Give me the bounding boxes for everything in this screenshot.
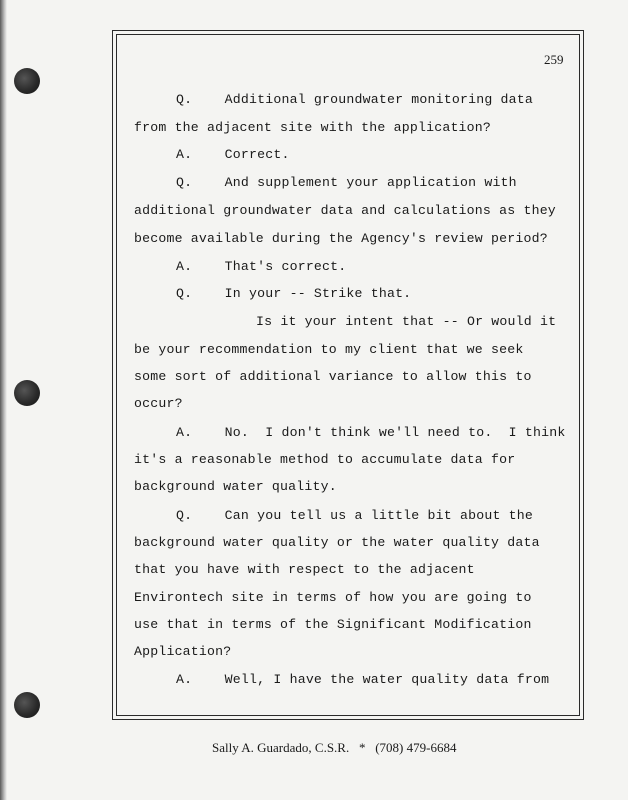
- transcript-line: be your recommendation to my client that we seek: [134, 342, 524, 357]
- punch-hole: [14, 68, 40, 94]
- transcript-line: A. Correct.: [176, 147, 290, 162]
- punch-hole: [14, 380, 40, 406]
- transcript-line: Q. And supplement your application with: [176, 175, 517, 190]
- transcript-line: use that in terms of the Significant Modification: [134, 617, 532, 632]
- transcript-line: A. That's correct.: [176, 259, 347, 274]
- transcript-line: additional groundwater data and calculations as they: [134, 203, 556, 218]
- reporter-footer: Sally A. Guardado, C.S.R. * (708) 479-6684: [212, 740, 457, 755]
- transcript-line: become available during the Agency's review period?: [134, 231, 548, 246]
- transcript-line: Environtech site in terms of how you are going to: [134, 590, 532, 605]
- transcript-line: background water quality.: [134, 479, 337, 494]
- transcript-line: background water quality or the water quality data: [134, 535, 540, 550]
- transcript-line: Q. Additional groundwater monitoring data: [176, 92, 534, 107]
- scan-edge: [0, 0, 7, 800]
- transcript-line: Q. Can you tell us a little bit about the: [176, 508, 534, 523]
- transcript-line: some sort of additional variance to allow this to: [134, 369, 532, 384]
- transcript-line: Is it your intent that -- Or would it: [256, 314, 557, 329]
- transcript-line: Application?: [134, 644, 232, 659]
- transcript-line: it's a reasonable method to accumulate data for: [134, 452, 516, 467]
- punch-hole: [14, 692, 40, 718]
- page-number: 259: [544, 52, 564, 67]
- transcript-line: A. Well, I have the water quality data from: [176, 672, 550, 687]
- transcript-line: that you have with respect to the adjacent: [134, 562, 475, 577]
- transcript-line: A. No. I don't think we'll need to. I think: [176, 425, 566, 440]
- transcript-line: occur?: [134, 396, 183, 411]
- transcript-line: from the adjacent site with the application?: [134, 120, 492, 135]
- transcript-line: Q. In your -- Strike that.: [176, 286, 412, 301]
